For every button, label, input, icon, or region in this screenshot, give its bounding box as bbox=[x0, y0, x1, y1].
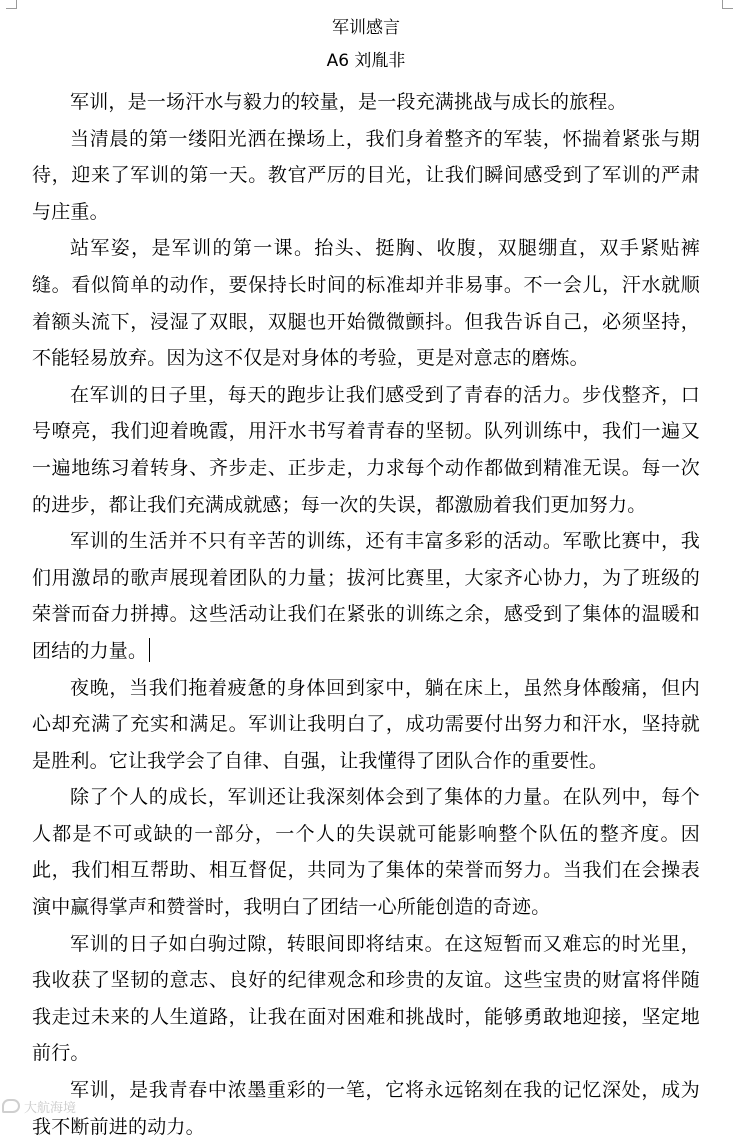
text-cursor bbox=[149, 638, 150, 662]
page-corner-mark-left bbox=[6, 0, 17, 9]
watermark bbox=[2, 1095, 76, 1117]
document-byline: A6 刘胤非 bbox=[326, 51, 406, 71]
paragraph-4: 在军训的日子里，每天的跑步让我们感受到了青春的活力。步伐整齐，口号嘹亮，我们迎着晚霞，用汗水书写着青春的坚韧。队列训练中，我们一遍又一遍地练习着转身、齐步走、正步走，力求每个动作都做到精准无误。每一次的进步，都让我们充满成就感；每一次的失误，都激励着我们更加努力。 bbox=[32, 383, 700, 516]
document-title: 军训感言 bbox=[332, 18, 400, 38]
page-corner-marks bbox=[0, 0, 741, 10]
paragraph-9: 军训，是我青春中浓墨重彩的一笔，它将永远铭刻在我的记忆深处，成为我不断前进的动力。 bbox=[32, 1079, 700, 1138]
paragraph-5 bbox=[32, 523, 700, 669]
paragraph-5-text: 军训的生活并不只有辛苦的训练，还有丰富多彩的活动。军歌比赛中，我们用激昂的歌声展现着团队的力量；拔河比赛里，大家齐心协力，为了班级的荣誉而奋力拼搏。这些活动让我们在紧张的训练之余，感受到了集体的温暖和团结的力量。 bbox=[32, 530, 700, 662]
paragraph-3: 站军姿，是军训的第一课。抬头、挺胸、收腹，双腿绷直，双手紧贴裤缝。看似简单的动作，要保持长时间的标准却并非易事。不一会儿，汗水就顺着额头流下，浸湿了双眼，双腿也开始微微颤抖。但我告诉自己，必须坚持，不能轻易放弃。因为这不仅是对身体的考验，更是对意志的磨炼。 bbox=[32, 237, 700, 370]
paragraph-6: 夜晚，当我们拖着疲惫的身体回到家中，躺在床上，虽然身体酸痛，但内心却充满了充实和满足。军训让我明白了，成功需要付出努力和汗水，坚持就是胜利。它让我学会了自律、自强，让我懂得了团队合作的重要性。 bbox=[32, 676, 700, 772]
watermark-logo-icon bbox=[2, 1099, 20, 1113]
paragraph-7: 除了个人的成长，军训还让我深刻体会到了集体的力量。在队列中，每个人都是不可或缺的一部分，一个人的失误就可能影响整个队伍的整齐度。因此，我们相互帮助、相互督促，共同为了集体的荣誉而努力。当我们在会操表演中赢得掌声和赞誉时，我明白了团结一心所能创造的奇迹。 bbox=[32, 786, 700, 919]
watermark-text: 大航海境 bbox=[24, 1100, 77, 1116]
page-corner-mark-right bbox=[722, 0, 733, 9]
paragraph-8: 军训的日子如白驹过隙，转眼间即将结束。在这短暂而又难忘的时光里，我收获了坚韧的意志、良好的纪律观念和珍贵的友谊。这些宝贵的财富将伴随我走过未来的人生道路，让我在面对困难和挑战时，能够勇敢地迎接，坚定地前行。 bbox=[32, 932, 700, 1065]
paragraph-2: 当清晨的第一缕阳光洒在操场上，我们身着整齐的军装，怀揣着紧张与期待，迎来了军训的第一天。教官严厉的目光，让我们瞬间感受到了军训的严肃与庄重。 bbox=[32, 127, 700, 223]
document-page[interactable] bbox=[32, 10, 700, 1145]
paragraph-1: 军训，是一场汗水与毅力的较量，是一段充满挑战与成长的旅程。 bbox=[70, 91, 627, 113]
